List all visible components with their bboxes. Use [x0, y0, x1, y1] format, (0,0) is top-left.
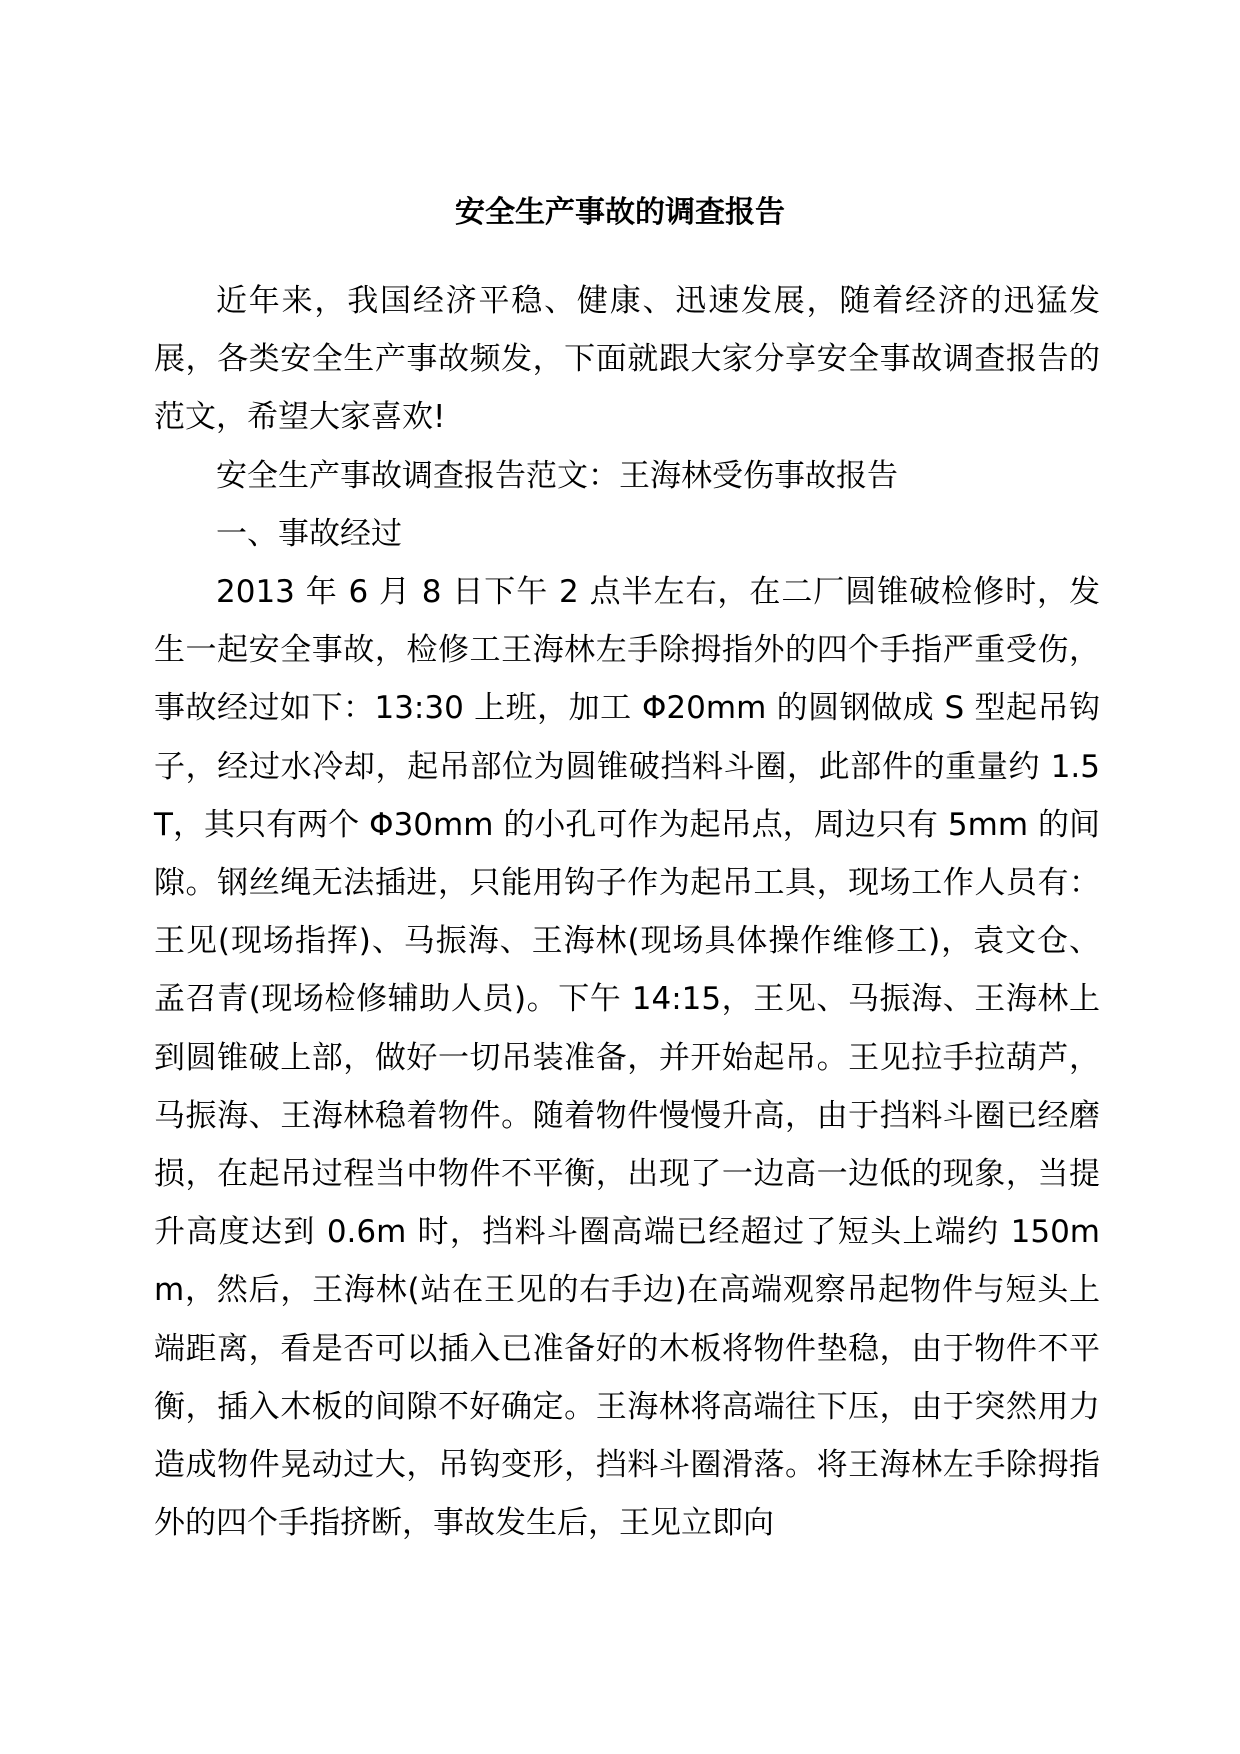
section-heading: 一、事故经过	[216, 515, 402, 552]
document-title: 安全生产事故的调查报告	[455, 195, 785, 230]
paragraph-subtitle: 安全生产事故调查报告范文：王海林受伤事故报告	[216, 457, 898, 494]
paragraph-intro: 近年来，我国经济平稳、健康、迅速发展，随着经济的迅猛发展，各类安全生产事故频发，下面就跟大家分享安全事故调查报告的范文，希望大家喜欢!	[154, 283, 1100, 436]
document-body	[154, 272, 1100, 1552]
paragraph-incident-details: 2013 年 6 月 8 日下午 2 点半左右，在二厂圆锥破检修时，发生一起安全事故，检修工王海林左手除拇指外的四个手指严重受伤，事故经过如下：13:30 上班，加工 Φ20mm 的圆钢做成 S 型起吊钩子，经过水冷却，起吊部位为圆锥破挡料斗圈，此部件的重量约 1.5T，其只有两个 Φ30mm 的小孔可作为起吊点，周边只有 5mm 的间隙。钢丝绳无法插进，只能用钩子作为起吊工具，现场工作人员有：王见(现场指挥)、马振海、王海林(现场具体操作维修工)，袁文仓、孟召青(现场检修辅助人员)。下午 14:15，王见、马振海、王海林上到圆锥破上部，做好一切吊装准备，并开始起吊。王见拉手拉葫芦，马振海、王海林稳着物件。随着物件慢慢升高，由于挡料斗圈已经磨损，在起吊过程当中物件不平衡，出现了一边高一边低的现象，当提升高度达到 0.6m 时，挡料斗圈高端已经超过了短头上端约 150mm，然后，王海林(站在王见的右手边)在高端观察吊起物件与短头上端距离，看是否可以插入已准备好的木板将物件垫稳，由于物件不平衡，插入木板的间隙不好确定。王海林将高端往下压，由于突然用力造成物件晃动过大，吊钩变形，挡料斗圈滑落。将王海林左手除拇指外的四个手指挤断，事故发生后，王见立即向	[154, 574, 1100, 1542]
